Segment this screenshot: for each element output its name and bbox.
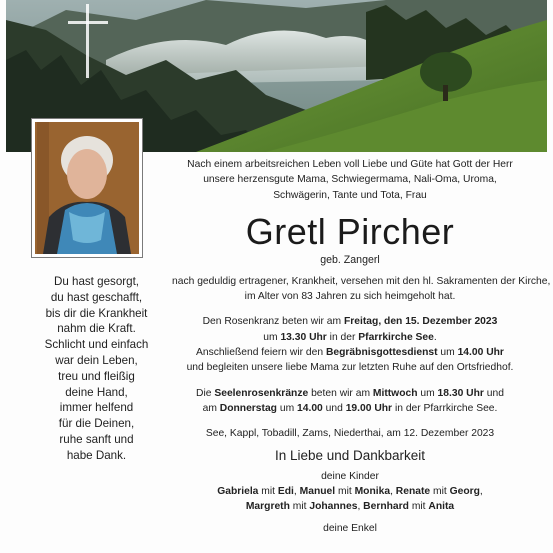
church-name: Pfarrkirche See <box>358 331 434 343</box>
soul-rosary-line <box>172 401 528 416</box>
name: Monika <box>354 485 391 497</box>
intro-line: Schwägerin, Tante und Tota, Frau <box>273 189 427 201</box>
time: 19.00 Uhr <box>345 402 393 414</box>
text: . <box>433 331 437 343</box>
text: , <box>479 485 483 497</box>
children-line <box>172 484 528 499</box>
poem-line: deine Hand, <box>65 385 128 399</box>
poem-line: war dein Leben, <box>55 353 138 367</box>
poem-line: bis dir die Krankheit <box>45 306 148 320</box>
text: mit <box>408 501 429 513</box>
poem-line: du hast geschafft, <box>50 290 143 304</box>
text: Die <box>196 387 215 399</box>
soul-rosary-line <box>172 386 528 401</box>
intro-line: unsere herzensgute Mama, Schwiegermama, Nali-Oma, Uroma, <box>203 174 497 186</box>
text: um <box>417 387 438 399</box>
burial-line: und begleiten unsere liebe Mama zur letzten Ruhe auf den Ortsfriedhof. <box>186 362 514 374</box>
portrait-image <box>35 122 139 254</box>
memorial-poem <box>20 274 173 464</box>
poem-line: Schlicht und einfach <box>44 338 149 352</box>
name: Renate <box>395 485 431 497</box>
poem-line: Du hast gesorgt, <box>53 275 140 288</box>
text: Anschließend feiern wir den <box>196 347 326 359</box>
text: am <box>202 402 220 414</box>
weekday: Donnerstag <box>219 402 277 414</box>
deceased-name: Gretl Pircher <box>245 210 455 252</box>
thanks-heading: In Liebe und Dankbarkeit <box>274 447 426 463</box>
name: Margreth <box>245 501 290 513</box>
time: 18.30 Uhr <box>437 387 484 399</box>
name: Johannes <box>309 501 358 513</box>
poem-line: für die Deinen, <box>58 417 135 431</box>
poem-line: habe Dank. <box>66 448 127 462</box>
poem-line: nahm die Kraft. <box>57 322 136 336</box>
text: und <box>483 387 504 399</box>
text: beten wir am <box>308 387 373 399</box>
birth-name: geb. Zangerl <box>320 253 380 266</box>
name: Georg <box>449 485 480 497</box>
poem-line: immer helfend <box>59 401 134 415</box>
poem-line: ruhe sanft und <box>59 432 134 446</box>
children-heading: deine Kinder <box>321 470 379 482</box>
text: , <box>357 501 364 513</box>
text: , <box>293 485 300 497</box>
text: mit <box>258 485 278 497</box>
rosary-line <box>172 314 528 329</box>
funeral-line <box>172 345 528 360</box>
name: Bernhard <box>363 501 409 513</box>
portrait-photo <box>31 118 143 258</box>
weekday: Mittwoch <box>372 387 418 399</box>
time: 14.00 <box>297 402 323 414</box>
text: mit <box>289 501 310 513</box>
text: und <box>322 402 346 414</box>
text: Den Rosenkranz beten wir am <box>202 316 344 328</box>
text: mit <box>335 485 355 497</box>
name: Gabriela <box>217 485 259 497</box>
grandchildren-heading: deine Enkel <box>323 523 377 535</box>
intro-line: Nach einem arbeitsreichen Leben voll Liebe und Güte hat Gott der Herr <box>187 159 513 170</box>
poem-line: treu und fleißig <box>58 369 135 383</box>
rosary-time: 13.30 Uhr <box>280 331 327 343</box>
text: um <box>276 402 298 414</box>
rosary-line <box>172 330 528 345</box>
text: in der Pfarrkirche See. <box>392 402 498 414</box>
funeral-service: Begräbnisgottesdienst <box>325 347 438 359</box>
text: um <box>437 347 458 359</box>
text: in der <box>326 331 359 343</box>
text: um <box>263 331 281 343</box>
funeral-time: 14.00 Uhr <box>457 347 504 359</box>
text: , <box>390 485 396 497</box>
obituary-text <box>172 157 551 537</box>
death-text-line: nach geduldig ertragener, Krankheit, versehen mit den hl. Sakramenten der Kirche, <box>172 275 551 287</box>
children-line <box>172 499 528 514</box>
death-text-line: im Alter von 83 Jahren zu sich heimgeholt hat. <box>244 291 456 303</box>
place-date: See, Kappl, Tobadill, Zams, Niederthai, am 12. Dezember 2023 <box>205 428 495 440</box>
rosary-date: Freitag, den 15. Dezember 2023 <box>343 316 498 328</box>
text: mit <box>430 485 450 497</box>
name: Anita <box>428 501 455 513</box>
soul-rosary: Seelenrosenkränze <box>214 387 309 399</box>
name: Edi <box>277 485 294 497</box>
name: Manuel <box>299 485 336 497</box>
cross-icon <box>66 4 110 78</box>
